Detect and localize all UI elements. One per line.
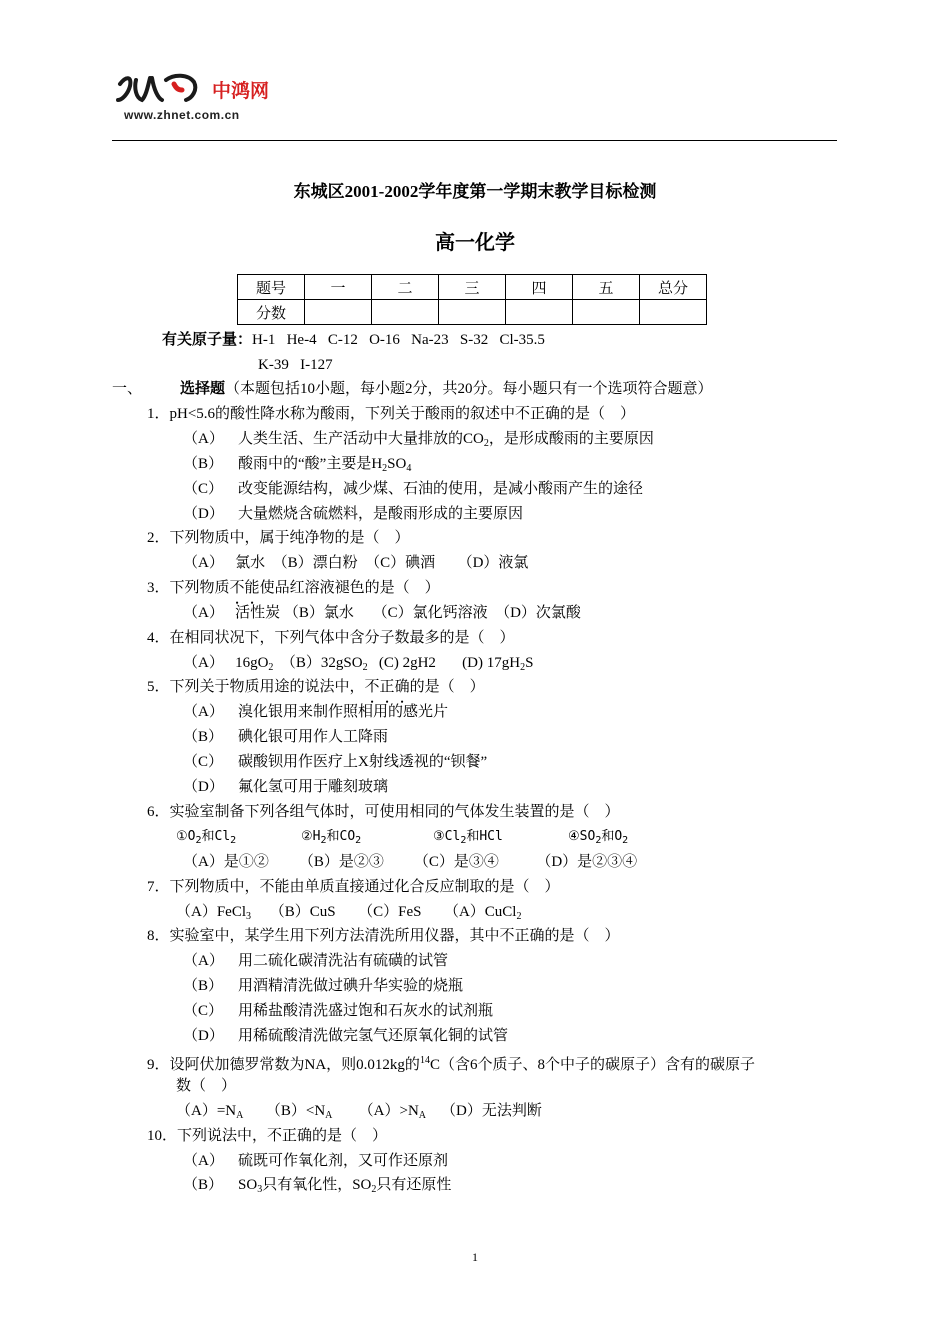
option-b[interactable] [183,727,389,747]
subscript: 3 [246,911,252,922]
question-9-options[interactable] [176,1101,542,1126]
question-text: C（含6个质子、8个中子的碳原子）含有的碳原子 [429,1057,755,1073]
option-text: （B）32gSO [273,655,363,671]
emphasis-dot-char: 不 [364,679,380,695]
section-note: （本题包括10小题，每小题2分，共20分。每小题只有一个选项符合题意） [225,381,713,397]
section-number: 一、 [112,381,143,397]
question-number: 9． [147,1057,170,1073]
option-text: (C) 2gH2 (D) 17gH [367,655,521,671]
option-label: （A） [183,1153,224,1169]
header-divider [112,140,837,141]
score-table-cell: 总分 [640,275,707,300]
question-4-options[interactable] [183,653,533,678]
option-text: 用二硫化碳清洗沾有硫磺的试管 [238,953,449,969]
question-number: 10． [147,1128,178,1144]
option-text: 用稀硫酸清洗做完氢气还原氧化铜的试管 [238,1028,509,1044]
logo-name: 中鸿网 [212,80,270,102]
score-table-score-row [238,300,707,325]
subscript: A [325,1110,333,1121]
option-text: S [525,655,534,671]
score-table-cell: 三 [439,275,506,300]
question-6 [147,802,620,822]
option-label: （B） [183,978,224,994]
subscript: 3 [257,1184,263,1195]
option-label: （C） [183,481,224,497]
question-text: 下列物质中，不能由单质直接通过化合反应制取的是（ ） [169,879,560,895]
option-text: 用酒精清洗做过碘升华实验的烧瓶 [238,978,464,994]
option-a[interactable] [183,1151,449,1171]
question-number: 8． [147,928,170,944]
gas-group-3: $③Cl_2$和HCl [433,829,503,846]
atomic-mass-values: H-1 He-4 C-12 O-16 Na-23 S-32 Cl-35.5 [252,332,545,348]
question-text: 实验室制备下列各组气体时，可使用相同的气体发生装置的是（ ） [169,804,620,820]
question-3 [147,578,440,598]
section-heading [112,379,713,399]
atomic-mass-line-2: K-39 I-127 [258,357,333,373]
option-label: （C） [183,754,224,770]
question-10 [147,1126,387,1146]
option-d[interactable] [183,1026,509,1046]
option-text: 氟化氢可用于雕刻玻璃 [238,779,389,795]
superscript: 14 [419,1055,430,1066]
score-input-cell[interactable] [439,300,506,325]
subscript: 2 [362,662,368,673]
option-label: （B） [183,1177,224,1193]
question-5 [147,677,485,697]
question-text: 下列关于物质用途的说法中， [169,679,365,695]
question-4 [147,628,515,648]
gas-group-4: $④SO_2$和$O_2$ [568,829,629,846]
gas-group-2: $②H_2$和$CO_2$ [301,829,362,846]
option-label: （D） [183,506,224,522]
option-c[interactable] [183,1001,494,1021]
subscript: 2 [382,463,388,474]
emphasis-dot-char: 确 [394,679,410,695]
subscript: 4 [406,463,412,474]
option-text: （B）CuS （C）FeS （A）CuCl [251,904,517,920]
subscript: 2 [483,438,489,449]
emphasis-dot-char: 正 [379,679,395,695]
question-text: 的是（ ） [409,679,485,695]
option-text: （D）无法判断 [426,1103,542,1119]
score-input-cell[interactable] [305,300,372,325]
question-number: 7． [147,879,170,895]
option-text: 只有氧化性，SO [262,1177,372,1193]
option-d[interactable] [183,777,389,797]
question-text: 下列物质中，属于纯净物的是（ ） [169,530,410,546]
option-label: （B） [183,729,224,745]
question-6-options[interactable]: （A）是①② （B）是②③ （C）是③④ （D）是②③④ [183,854,638,870]
option-label: （A） [183,953,224,969]
option-label: （B） [183,456,224,472]
option-label: （A） [183,704,224,720]
option-text: 酸雨中的“酸”主要是H [238,456,383,472]
subscript: 2 [268,662,274,673]
score-input-cell[interactable] [573,300,640,325]
option-b[interactable] [183,454,412,474]
emphasis-dot-char: 不 [229,580,245,596]
score-table-cell: 五 [573,275,640,300]
document-subtitle: 高一化学 [435,232,515,254]
question-text: 下列物质 [169,580,230,596]
option-label: （D） [183,779,224,795]
option-label: （A） [183,431,224,447]
logo-url: www.zhnet.com.cn [124,108,240,122]
question-6-groups [176,827,629,851]
option-a[interactable] [183,951,449,971]
score-table-cell: 分数 [238,300,305,325]
option-text: SO [387,456,407,472]
score-table-cell: 二 [372,275,439,300]
question-text: 下列说法中，不正确的是（ ） [177,1128,388,1144]
question-9 [147,1051,755,1075]
page-number: 1 [472,1250,478,1264]
option-text: 人类生活、生产活动中大量排放的CO [238,431,484,447]
question-text: 实验室中，某学生用下列方法清洗所用仪器，其中不正确的是（ ） [169,928,620,944]
question-7-options[interactable] [176,902,521,927]
question-3-options[interactable]: （A） 活性炭 （B）氯水 （C）氯化钙溶液 （D）次氯酸 [183,605,581,621]
score-input-cell[interactable] [506,300,573,325]
option-c[interactable] [183,752,488,772]
question-text: pH<5.6的酸性降水称为酸雨，下列关于酸雨的叙述中不正确的是（ ） [169,406,636,422]
score-table-cell: 题号 [238,275,305,300]
question-2-options[interactable]: （A） 氯水 （B）漂白粉 （C）碘酒 （D）液氯 [183,555,529,571]
option-b[interactable] [183,1175,452,1195]
score-input-cell[interactable] [372,300,439,325]
question-2 [147,528,410,548]
option-a[interactable] [183,429,654,449]
logo[interactable] [112,68,287,128]
option-text: （A）FeCl [176,904,247,920]
option-text: 只有还原性 [376,1177,452,1193]
score-table-cell: 四 [506,275,573,300]
option-text: 硫既可作氧化剂，又可作还原剂 [238,1153,449,1169]
option-c[interactable] [183,479,644,499]
option-text: 溴化银用来制作照相用的感光片 [238,704,449,720]
subscript: A [236,1110,244,1121]
option-text: 改变能源结构，减少煤、石油的使用，是减小酸雨产生的途径 [238,481,644,497]
option-text: （A） 16gO [183,655,269,671]
question-number: 5． [147,679,170,695]
option-text: （A）=N [176,1103,237,1119]
atomic-mass-line [162,330,545,350]
gas-group-1: $①O_2$和$Cl_2$ [176,829,237,846]
emphasis-dot-char: 能 [244,580,260,596]
score-table [237,274,707,325]
option-label: （C） [183,1003,224,1019]
question-number: 4． [147,630,170,646]
option-text: 大量燃烧含硫燃料，是酸雨形成的主要原因 [238,506,524,522]
question-text: 使品红溶液褪色的是（ ） [259,580,440,596]
subscript: A [418,1110,427,1121]
option-text: ，是形成酸雨的主要原因 [488,431,654,447]
score-input-cell[interactable] [640,300,707,325]
question-9-continued: 数（ ） [176,1078,237,1094]
question-text: 设阿伏加德罗常数为NA，则0.012kg的 [169,1057,420,1073]
option-text: 用稀盐酸清洗盛过饱和石灰水的试剂瓶 [238,1003,494,1019]
score-table-header-row [238,275,707,300]
option-label: （D） [183,1028,224,1044]
option-text: （A）>N [332,1103,419,1119]
atomic-mass-label: 有关原子量： [162,332,253,348]
question-text: 在相同状况下，下列气体中含分子数最多的是（ ） [169,630,515,646]
subscript: 2 [371,1184,377,1195]
score-table-cell: 一 [305,275,372,300]
document-title: 东城区2001-2002学年度第一学期末教学目标检测 [293,182,657,201]
question-1 [147,404,635,424]
option-b[interactable] [183,976,464,996]
question-number: 2． [147,530,170,546]
option-a[interactable] [183,702,449,722]
subscript: 2 [520,662,526,673]
question-number: 6． [147,804,170,820]
option-text: SO [238,1177,258,1193]
option-text: 碳酸钡用作医疗上X射线透视的“钡餐” [238,754,488,770]
question-number: 3． [147,580,170,596]
option-text: （B）<N [243,1103,326,1119]
subscript: 2 [516,911,522,922]
logo-brush-mark-icon [112,70,207,106]
question-number: 1． [147,406,170,422]
option-text: 碘化银可用作人工降雨 [238,729,389,745]
question-7 [147,877,560,897]
option-d[interactable] [183,504,524,524]
section-title: 选择题 [180,381,226,397]
question-8 [147,926,620,946]
